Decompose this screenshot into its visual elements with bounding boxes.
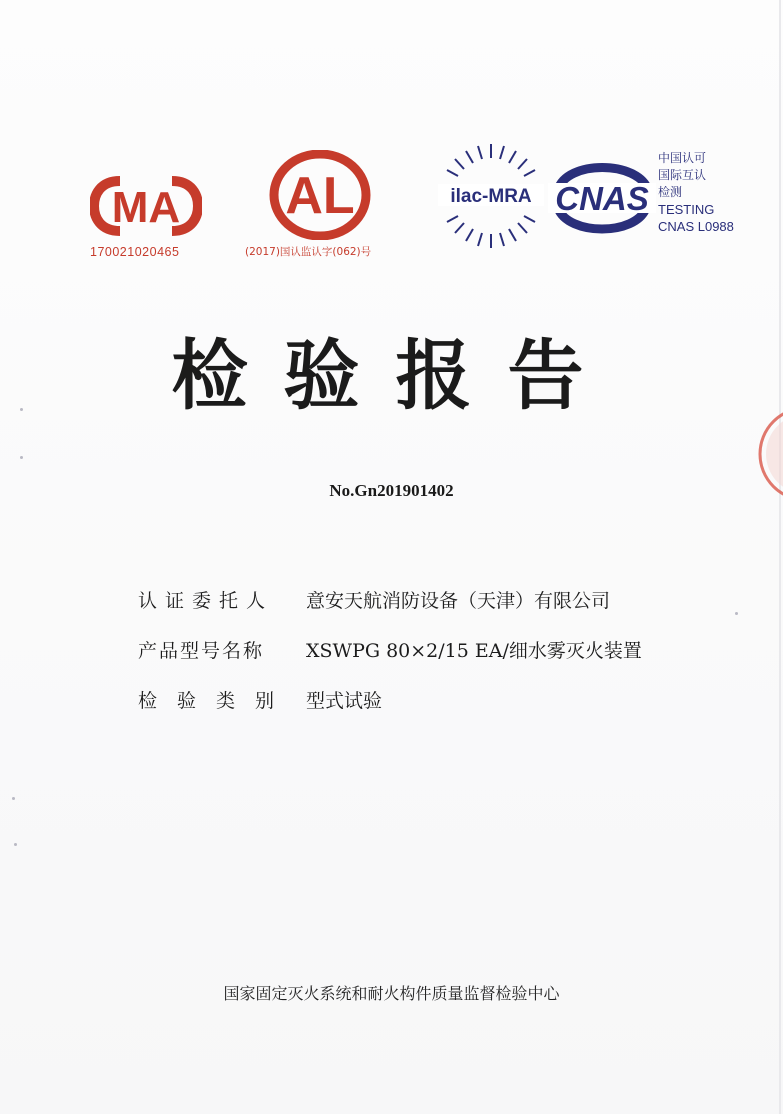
ilac-globe-icon [436, 142, 546, 250]
issuing-organization: 国家固定灭火系统和耐火构件质量监督检验中心 [223, 984, 560, 1003]
field-value-product: XSWPG 80×2/15 EA/细水雾灭火装置 [306, 640, 642, 662]
cnas-line-5: CNAS L0988 [658, 219, 734, 234]
cnas-line-4: TESTING [658, 202, 715, 217]
cma-text: MA [111, 183, 181, 232]
cnas-mark-icon [548, 150, 656, 242]
field-value-category: 型式试验 [306, 690, 383, 712]
cal-text: AL [285, 167, 355, 225]
ilac-text: ilac-MRA [450, 186, 532, 207]
report-number: No.Gn201901402 [329, 481, 454, 500]
cnas-line-2: 国际互认 [658, 168, 707, 182]
cal-logo [245, 150, 405, 258]
scan-speck [20, 408, 23, 411]
cnas-text: CNAS [555, 180, 649, 217]
cnas-caption [658, 150, 734, 235]
scan-speck [20, 456, 23, 459]
cal-number: (2017)国认监认字(062)号 [245, 246, 372, 258]
cnas-line-3: 检测 [658, 185, 683, 199]
cal-mark-icon [267, 150, 373, 240]
field-label-client: 认证委托人 [138, 590, 274, 612]
cnas-logo [548, 150, 656, 246]
scan-speck [735, 612, 738, 615]
scan-speck [14, 843, 17, 846]
field-label-product: 产品型号名称 [138, 640, 265, 662]
scan-speck [12, 797, 15, 800]
cma-number: 170021020465 [90, 245, 180, 259]
cnas-line-1: 中国认可 [658, 151, 707, 165]
field-value-client: 意安天航消防设备（天津）有限公司 [306, 590, 611, 612]
ilac-mra-logo [436, 142, 546, 250]
page-edge [779, 0, 781, 1114]
field-label-category: 检验类别 [138, 690, 295, 712]
cma-logo [90, 175, 210, 259]
report-title: 检验报告 [171, 331, 620, 420]
seal-stamp-icon [754, 404, 783, 504]
cma-mark-icon [90, 175, 202, 237]
